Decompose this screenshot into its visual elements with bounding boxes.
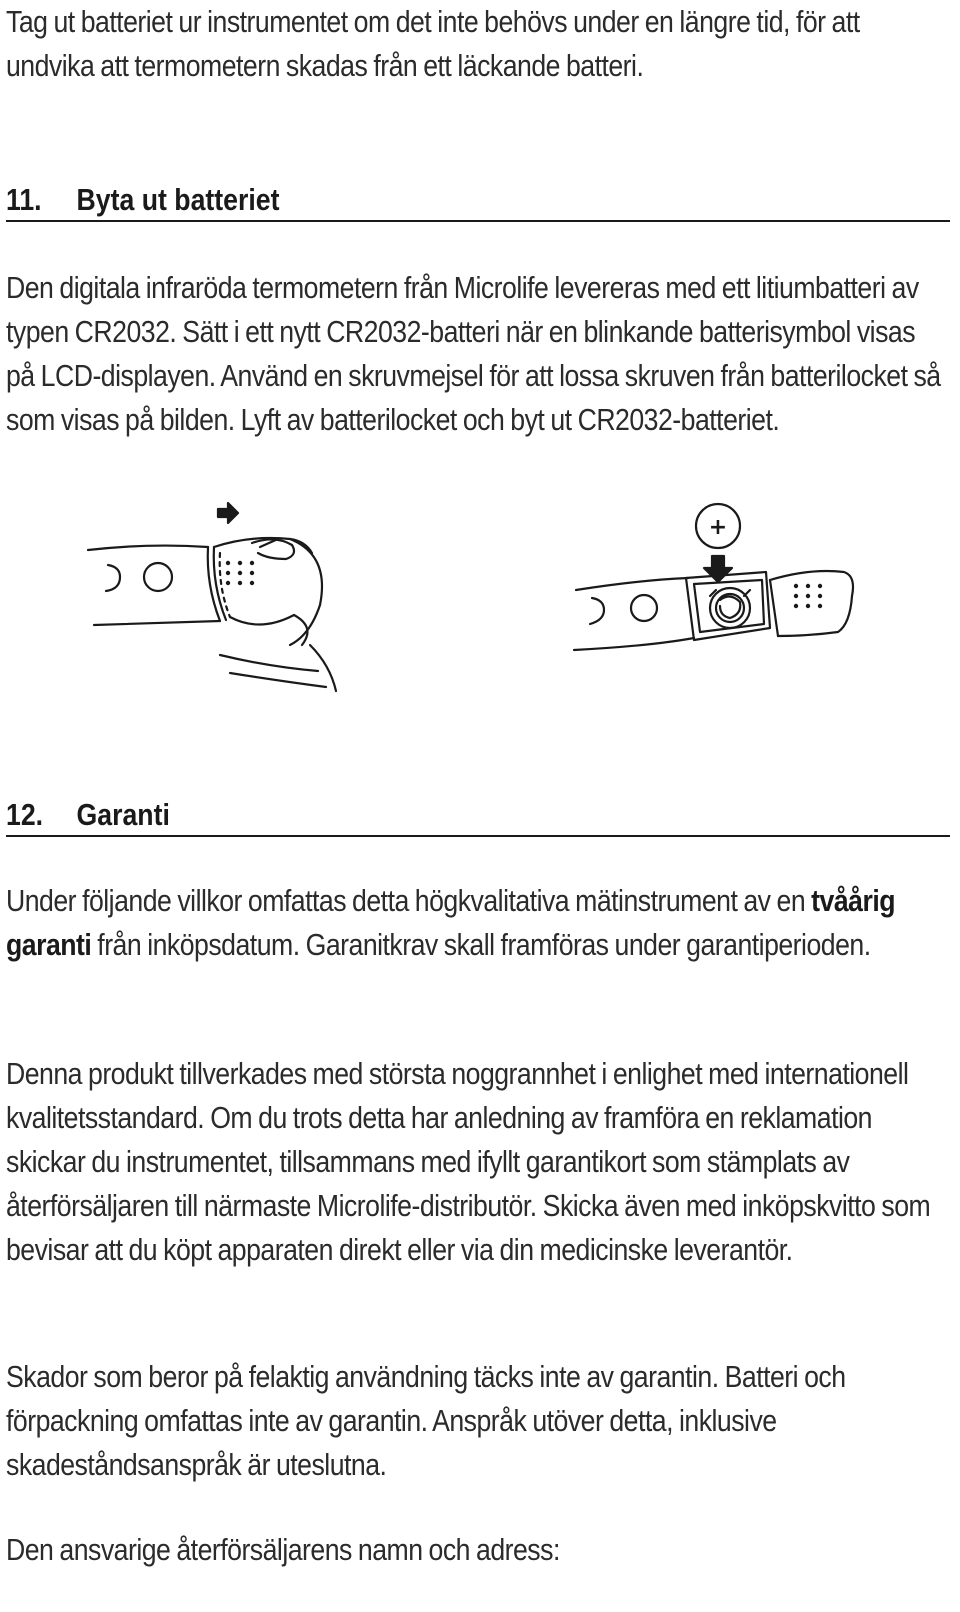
warranty-paragraph-1 [6,879,943,967]
warranty-para1-end: från inköpsdatum. Garanitkrav skall framföras under garantiperioden. [91,927,871,962]
dealer-address-label: Den ansvarige återförsäljarens namn och adress: [6,1532,560,1567]
section-11-rule [6,220,950,222]
section-12-rule [6,835,950,837]
screwdriver-illustration [80,495,440,695]
section-11-number: 11. [6,182,42,217]
battery-plus-sign: + [708,515,728,540]
section-12-heading [6,795,170,835]
warranty-paragraph-3: Skador som beror på felaktig användning täcks inte av garantin. Batteri och förpackning omfattas inte av garantin. Anspråk utöver detta, inklusive skadeståndsanspråk är uteslutna. [6,1359,846,1482]
section-12-title: Garanti [76,797,170,832]
section-11-title: Byta ut batteriet [76,182,280,217]
warranty-para1-start: Under följande villkor omfattas detta högkvalitativa mätinstrument av en [6,883,812,918]
section-12-number: 12. [6,797,44,832]
section-11-heading [6,180,279,220]
battery-replacement-illustration [570,500,870,670]
intro-paragraph: Tag ut batteriet ur instrumentet om det inte behövs under en längre tid, för att undvika att termometern skadas från ett läckande batteri. [6,4,860,83]
section-11-body: Den digitala infraröda termometern från Microlife levereras med ett litiumbatteri av typen CR2032. Sätt i ett nytt CR2032-batteri när en blinkande batterisymbol visas på LCD-displayen. Använd en skruvmejsel för att lossa skruven från batterilocket så som visas på bilden. Lyft av batterilocket och byt ut CR2032-batteriet. [6,270,941,437]
warranty-paragraph-2: Denna produkt tillverkades med största noggrannhet i enlighet med internationell kvalitetsstandard. Om du trots detta har anledning av framföra en reklamation skickar du instrumentet, tillsammans med ifyllt garantikort som stämplats av återförsäljaren till närmaste Microlife-distributör. Skicka även med inköpskvitto som bevisar att du köpt apparaten direkt eller via din medicinske leverantör. [6,1056,931,1267]
warranty-para1-bold: tvåårig garanti [6,883,895,962]
